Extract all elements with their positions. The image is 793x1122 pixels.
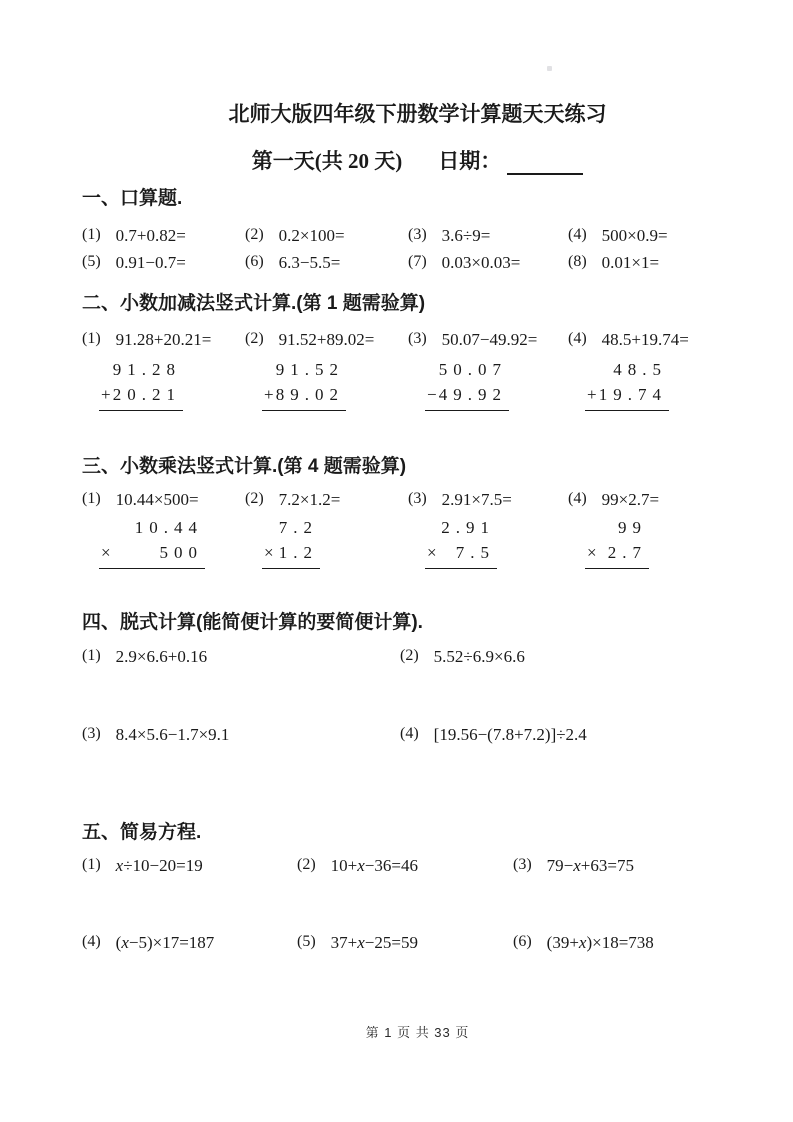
vertical-top-number: 50.07 xyxy=(438,360,507,379)
operator: × xyxy=(427,543,437,562)
problem-row xyxy=(82,856,753,876)
problem-number: (3) xyxy=(408,330,427,347)
problem xyxy=(568,253,753,273)
problem-expression: 7.2×1.2= xyxy=(278,490,341,509)
problem-expression: 10.44×500= xyxy=(115,490,199,509)
problem xyxy=(245,490,408,510)
vertical-bottom-number: 7.5 xyxy=(455,543,495,562)
problem xyxy=(568,330,753,350)
problem-expression: 91.52+89.02= xyxy=(278,330,375,349)
page-title: 北师大版四年级下册数学计算题天天练习 xyxy=(228,102,607,126)
section-equations xyxy=(82,822,753,953)
section-oral-heading: 一、口算题. xyxy=(82,188,183,209)
vertical-bottom-number: 2.7 xyxy=(607,543,647,562)
problem xyxy=(82,490,245,510)
problem-row xyxy=(82,330,753,350)
problem-number: (1) xyxy=(82,490,101,507)
problem-expression: 3.6÷9= xyxy=(441,226,491,245)
problem xyxy=(568,490,753,510)
problem xyxy=(245,330,408,350)
vertical-calc xyxy=(262,358,346,411)
problem-expression: 0.03×0.03= xyxy=(441,253,521,272)
problem-number: (1) xyxy=(82,226,101,243)
problem xyxy=(408,253,568,273)
problem-number: (8) xyxy=(568,253,587,270)
operator: × xyxy=(101,543,111,562)
problem-expression: 91.28+20.21= xyxy=(115,330,212,349)
problem xyxy=(400,647,753,667)
section-stepwise xyxy=(82,612,753,745)
vertical-bottom-number: 49.92 xyxy=(438,385,507,404)
problem-expression: 5.52÷6.9×6.6 xyxy=(433,647,525,666)
problem-row xyxy=(82,253,753,273)
problem-number: (3) xyxy=(82,725,101,742)
problem-expression: 2.91×7.5= xyxy=(441,490,512,509)
problem-expression: x÷10−20=19 xyxy=(115,856,203,875)
problem-number: (4) xyxy=(400,725,419,742)
problem xyxy=(400,725,753,745)
problem-expression: 37+x−25=59 xyxy=(330,933,418,952)
problem-number: (2) xyxy=(297,856,316,873)
problem-expression: (x−5)×17=187 xyxy=(115,933,215,952)
problem-row xyxy=(82,647,753,667)
problem xyxy=(82,647,400,667)
problem-number: (1) xyxy=(82,330,101,347)
problem-number: (3) xyxy=(408,226,427,243)
problem-number: (1) xyxy=(82,647,101,664)
vertical-top-number: 7.2 xyxy=(278,518,318,537)
vertical-calc xyxy=(585,358,669,411)
vertical-bottom-number: 500 xyxy=(159,543,203,562)
section-oral xyxy=(82,188,753,273)
problem-expression: 0.01×1= xyxy=(601,253,660,272)
section-equations-heading: 五、简易方程. xyxy=(82,822,202,843)
vertical-bottom-number: 1.2 xyxy=(278,543,318,562)
problem xyxy=(297,856,513,876)
vertical-calc-row xyxy=(82,516,753,569)
problem-expression: [19.56−(7.8+7.2)]÷2.4 xyxy=(433,725,587,744)
problem-number: (4) xyxy=(568,226,587,243)
date-label: 日期： xyxy=(438,149,502,173)
date-blank-line xyxy=(507,153,583,175)
vertical-calc xyxy=(585,516,649,569)
problem-row xyxy=(82,725,753,745)
problem xyxy=(408,226,568,246)
section-mult-heading: 三、小数乘法竖式计算.(第 4 题需验算) xyxy=(82,456,407,477)
operator: × xyxy=(264,543,274,562)
vertical-bottom-number: 89.02 xyxy=(275,385,344,404)
section-mult xyxy=(82,456,753,569)
stray-print-mark xyxy=(547,66,552,71)
problem-expression: (39+x)×18=738 xyxy=(546,933,654,952)
problem-number: (2) xyxy=(245,490,264,507)
vertical-calc xyxy=(425,358,509,411)
vertical-top-number: 99 xyxy=(618,518,647,537)
problem-expression: 2.9×6.6+0.16 xyxy=(115,647,208,666)
problem-number: (6) xyxy=(513,933,532,950)
problem xyxy=(82,933,297,953)
operator: × xyxy=(587,543,597,562)
problem xyxy=(82,253,245,273)
problem-expression: 0.7+0.82= xyxy=(115,226,186,245)
operator: + xyxy=(587,385,597,404)
operator: + xyxy=(101,385,111,404)
vertical-bottom-number: 20.21 xyxy=(112,385,181,404)
problem xyxy=(82,725,400,745)
problem xyxy=(245,253,408,273)
problem-number: (4) xyxy=(568,490,587,507)
vertical-top-number: 91.52 xyxy=(275,360,344,379)
vertical-calc xyxy=(99,516,205,569)
subtitle-row xyxy=(82,147,753,175)
problem-number: (2) xyxy=(245,330,264,347)
section-addsub xyxy=(82,293,753,411)
section-addsub-heading: 二、小数加减法竖式计算.(第 1 题需验算) xyxy=(82,293,426,314)
problem-number: (2) xyxy=(245,226,264,243)
problem-row xyxy=(82,490,753,510)
problem xyxy=(568,226,753,246)
problem-number: (5) xyxy=(82,253,101,270)
vertical-calc xyxy=(425,516,497,569)
vertical-top-number: 2.91 xyxy=(441,518,495,537)
problem-number: (6) xyxy=(245,253,264,270)
problem xyxy=(245,226,408,246)
problem-expression: 8.4×5.6−1.7×9.1 xyxy=(115,725,230,744)
problem xyxy=(408,490,568,510)
vertical-bottom-number: 19.74 xyxy=(598,385,667,404)
problem-row xyxy=(82,226,753,246)
problem-number: (2) xyxy=(400,647,419,664)
vertical-calc xyxy=(99,358,183,411)
problem xyxy=(297,933,513,953)
problem xyxy=(408,330,568,350)
problem-expression: 50.07−49.92= xyxy=(441,330,538,349)
vertical-top-number: 48.5 xyxy=(613,360,667,379)
problem-number: (4) xyxy=(568,330,587,347)
problem-expression: 10+x−36=46 xyxy=(330,856,418,875)
vertical-top-number: 10.44 xyxy=(134,518,203,537)
problem-expression: 0.91−0.7= xyxy=(115,253,186,272)
problem-expression: 6.3−5.5= xyxy=(278,253,341,272)
problem-number: (1) xyxy=(82,856,101,873)
problem xyxy=(513,856,753,876)
problem-expression: 0.2×100= xyxy=(278,226,345,245)
section-stepwise-heading: 四、脱式计算(能简便计算的要简便计算). xyxy=(82,612,423,633)
problem xyxy=(82,226,245,246)
problem-expression: 500×0.9= xyxy=(601,226,668,245)
problem-expression: 79−x+63=75 xyxy=(546,856,634,875)
problem-number: (3) xyxy=(513,856,532,873)
problem-expression: 99×2.7= xyxy=(601,490,660,509)
vertical-calc xyxy=(262,516,320,569)
problem-number: (5) xyxy=(297,933,316,950)
page-content xyxy=(0,100,793,1041)
vertical-top-number: 91.28 xyxy=(112,360,181,379)
vertical-calc-row xyxy=(82,358,753,411)
operator: + xyxy=(264,385,274,404)
problem-number: (7) xyxy=(408,253,427,270)
page-number: 第 1 页 共 33 页 xyxy=(365,1025,470,1040)
problem-number: (3) xyxy=(408,490,427,507)
operator: − xyxy=(427,385,437,404)
problem xyxy=(513,933,753,953)
problem-expression: 48.5+19.74= xyxy=(601,330,689,349)
problem-row xyxy=(82,933,753,953)
day-label: 第一天(共 20 天) xyxy=(251,149,403,173)
problem xyxy=(82,856,297,876)
problem-number: (4) xyxy=(82,933,101,950)
problem xyxy=(82,330,245,350)
